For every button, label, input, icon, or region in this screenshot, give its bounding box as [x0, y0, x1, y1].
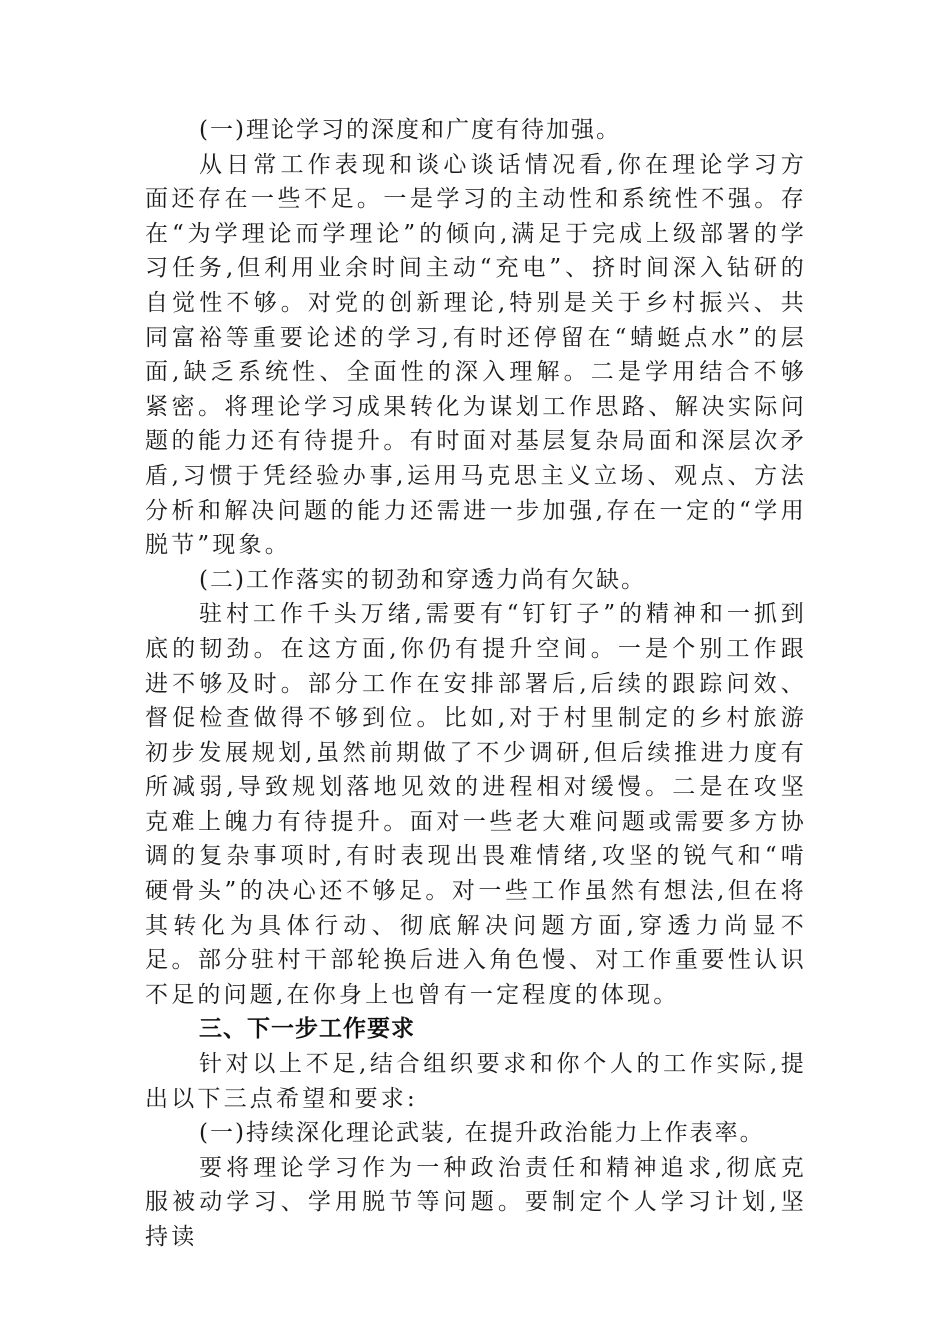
paragraph-work-implementation: 驻村工作千头万绪,需要有“钉钉子”的精神和一抓到底的韧劲。在这方面,你仍有提升空间。一是个别工作跟进不够及时。部分工作在安排部署后,后续的跟踪问效、督促检查做得不够到位。比如,对于村里制定的乡村旅游初步发展规划,虽然前期做了不少调研,但后续推进力度有所减弱,导致规划落地见效的进程相对缓慢。二是在攻坚克难上魄力有待提升。面对一些老大难问题或需要多方协调的复杂事项时,有时表现出畏难情绪,攻坚的锐气和“啃硬骨头”的决心还不够足。对一些工作虽然有想法,但在将其转化为具体行动、彻底解决问题方面,穿透力尚显不足。部分驻村干部轮换后进入角色慢、对工作重要性认识不足的问题,在你身上也曾有一定程度的体现。: [145, 601, 807, 1008]
paragraph-theory-armament: 要将理论学习作为一种政治责任和精神追求,彻底克服被动学习、学用脱节等问题。要制定个人学习计划,坚持读: [145, 1154, 807, 1250]
paragraph-next-steps-intro: 针对以上不足,结合组织要求和你个人的工作实际,提出以下三点希望和要求:: [145, 1051, 807, 1112]
subheading-theory-armament: (一)持续深化理论武装, 在提升政治能力上作表率。: [199, 1120, 765, 1147]
paragraph-theory-study: 从日常工作表现和谈心谈话情况看,你在理论学习方面还存在一些不足。一是学习的主动性和系统性不强。存在“为学理论而学理论”的倾向,满足于完成上级部署的学习任务,但利用业余时间主动“充电”、挤时间深入钻研的自觉性不够。对党的创新理论,特别是关于乡村振兴、共同富裕等重要论述的学习,有时还停留在“蜻蜓点水”的层面,缺乏系统性、全面性的深入理解。二是学用结合不够紧密。将理论学习成果转化为谋划工作思路、解决实际问题的能力还有待提升。有时面对基层复杂局面和深层次矛盾,习惯于凭经验办事,运用马克思主义立场、观点、方法分析和解决问题的能力还需进一步加强,存在一定的“学用脱节”现象。: [145, 151, 807, 559]
subheading-theory-study: (一)理论学习的深度和广度有待加强。: [199, 117, 621, 143]
subheading-work-implementation: (二)工作落实的韧劲和穿透力尚有欠缺。: [199, 566, 646, 593]
heading-next-steps: 三、下一步工作要求: [199, 1016, 415, 1043]
document-page: [145, 113, 807, 1255]
